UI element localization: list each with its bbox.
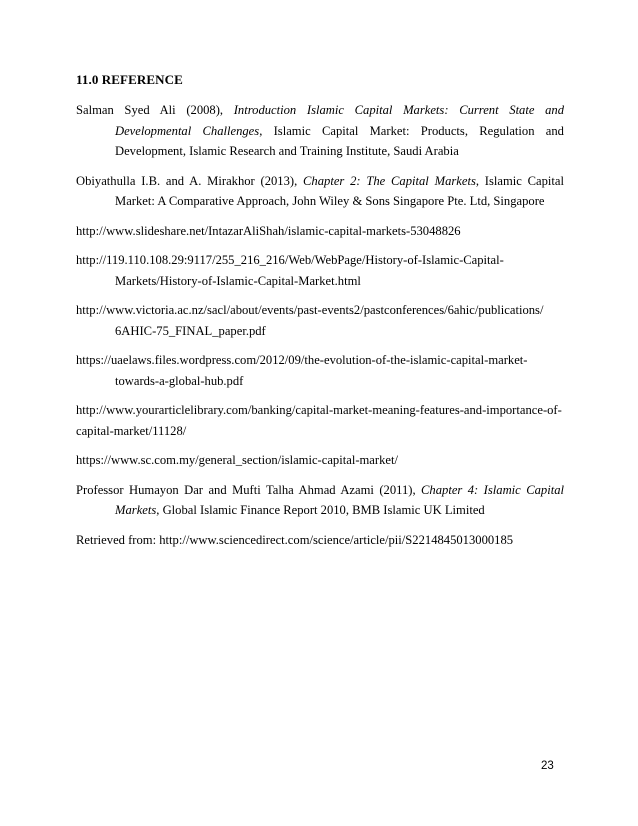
reference-url-slideshare[interactable]: http://www.slideshare.net/IntazarAliShah/islamic-capital-markets-53048826 [76,223,461,238]
reference-authors: Salman Syed Ali (2008), [76,103,234,117]
reference-source: , Global Islamic Finance Report 2010, BMB Islamic UK Limited [156,503,485,517]
url-line-1[interactable]: https://uaelaws.files.wordpress.com/2012/09/the-evolution-of-the-islamic-capital-market- [76,353,528,367]
url-line-2[interactable]: 6AHIC-75_FINAL_paper.pdf [115,323,266,338]
url-line-2[interactable]: towards-a-global-hub.pdf [115,373,244,388]
reference-url-victoria[interactable] [76,300,564,341]
section-heading: 11.0 REFERENCE [76,72,183,87]
reference-authors: Obiyathulla I.B. and A. Mirakhor (2013), [76,173,304,188]
url-line-1[interactable]: http://119.110.108.29:9117/255_216_216/Web/WebPage/History-of-Islamic-Capital- [76,253,504,267]
reference-title: Chapter 4: Islamic Capital Markets [115,482,564,517]
url-line-2[interactable]: capital-market/11128/ [76,423,187,438]
reference-ali-2008 [76,100,564,162]
reference-list [76,100,564,559]
reference-title: Introduction Islamic Capital Markets: Current State and Developmental Challenges [115,103,564,138]
reference-title: Chapter 2: The Capital Markets [303,173,476,188]
reference-url-yourarticlelibrary[interactable] [76,400,564,441]
url-line-1[interactable]: http://www.victoria.ac.nz/sacl/about/events/past-events2/pastconferences/6ahic/publications/ [76,303,544,317]
page-number: 23 [541,760,554,772]
reference-url-webpage-history[interactable] [76,250,564,291]
reference-url-sc[interactable]: https://www.sc.com.my/general_section/islamic-capital-market/ [76,453,398,467]
reference-url-uaelaws[interactable] [76,350,564,391]
url-line-2[interactable]: Markets/History-of-Islamic-Capital-Market.html [115,273,361,288]
reference-obiyathulla-2013 [76,171,564,212]
reference-source: , Islamic Capital Market: Products, Regulation and Development, Islamic Research and Training Institute, Saudi Arabia [115,123,564,158]
reference-dar-azami-2011 [76,480,564,521]
url-line-1[interactable]: http://www.yourarticlelibrary.com/banking/capital-market-meaning-features-and-importance-of- [76,403,562,417]
reference-authors: Professor Humayon Dar and Mufti Talha Ahmad Azami (2011), [76,482,422,497]
reference-source: , Islamic Capital Market: A Comparative Approach, John Wiley & Sons Singapore Pte. Ltd, Singapore [115,173,565,208]
reference-retrieved-from[interactable]: Retrieved from: http://www.sciencedirect.com/science/article/pii/S2214845013000185 [76,532,514,547]
